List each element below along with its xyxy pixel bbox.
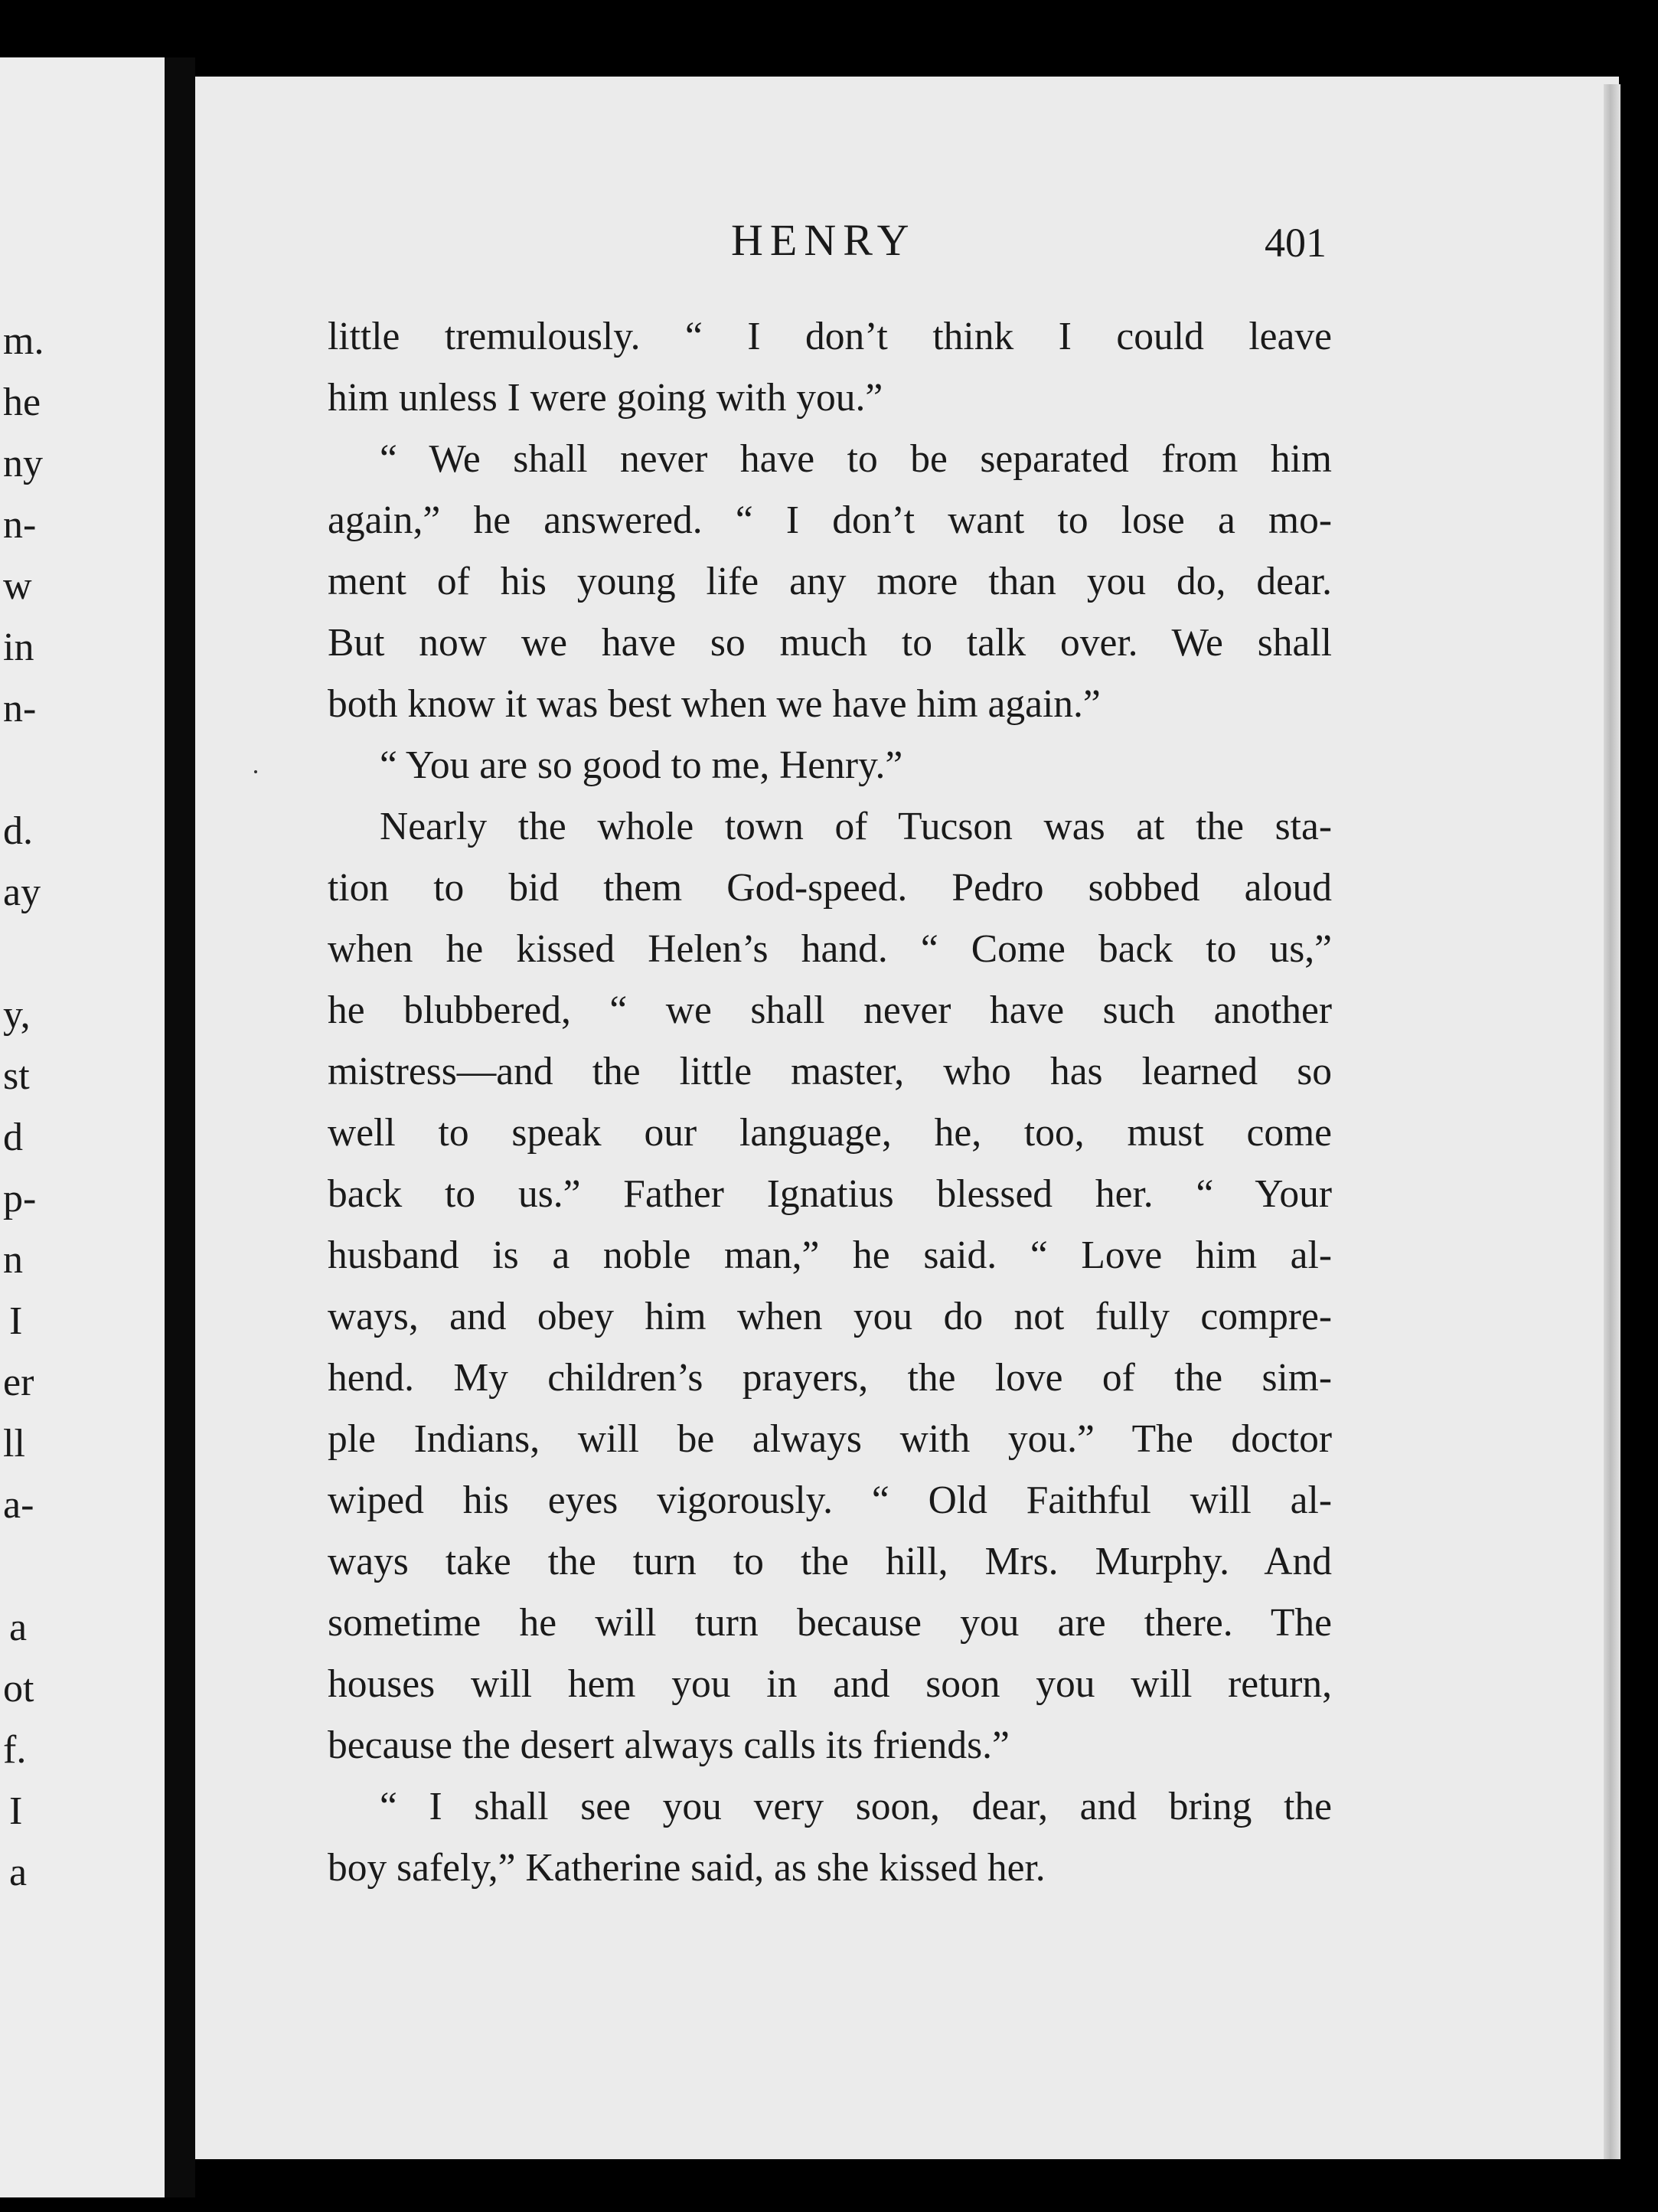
text-line: houses will hem you in and soon you will return,	[328, 1662, 1332, 1706]
text-line: ple Indians, will be always with you.” The doctor	[328, 1417, 1332, 1461]
text-line: Nearly the whole town of Tucson was at the sta-	[380, 805, 1332, 848]
text-line: him unless I were going with you.”	[328, 376, 883, 420]
left-page-fragment: ay	[3, 871, 41, 914]
text-line: mistress—and the little master, who has learned so	[328, 1050, 1332, 1093]
text-line: back to us.” Father Ignatius blessed her. “ Your	[328, 1172, 1332, 1216]
text-line: boy safely,” Katherine said, as she kissed her.	[328, 1846, 1046, 1890]
text-line: both know it was best when we have him again.”	[328, 682, 1101, 726]
running-head: HENRY	[731, 215, 916, 265]
left-page-fragment: n-	[3, 687, 37, 730]
text-line: “ I shall see you very soon, dear, and bring the	[380, 1785, 1332, 1828]
text-line: again,” he answered. “ I don’t want to lose a mo-	[328, 498, 1332, 542]
left-page-fragment: I	[9, 1299, 23, 1343]
left-page-fragment: p-	[3, 1177, 37, 1220]
left-page-fragment: ll	[3, 1422, 25, 1465]
text-line: because the desert always calls its friends.”	[328, 1724, 1010, 1767]
text-line: he blubbered, “ we shall never have such another	[328, 988, 1332, 1032]
text-line: ways, and obey him when you do not fully compre-	[328, 1295, 1332, 1338]
page-edge-shadow	[1604, 84, 1620, 2159]
text-line: But now we have so much to talk over. We shall	[328, 621, 1332, 665]
left-page-fragment: I	[9, 1789, 23, 1833]
left-page-fragment: f.	[3, 1728, 27, 1772]
left-page-fragment: in	[3, 626, 34, 669]
text-line: “ We shall never have to be separated from him	[380, 437, 1332, 481]
text-line: husband is a noble man,” he said. “ Love him al-	[328, 1233, 1332, 1277]
text-line: sometime he will turn because you are there. The	[328, 1601, 1332, 1645]
text-line: wiped his eyes vigorously. “ Old Faithful will al-	[328, 1478, 1332, 1522]
left-page-fragment: er	[3, 1361, 34, 1404]
stray-ink-mark	[254, 770, 257, 773]
left-page-fragment: m.	[3, 319, 44, 363]
text-line: ways take the turn to the hill, Mrs. Murphy. And	[328, 1540, 1332, 1583]
previous-page-edge	[0, 57, 165, 2197]
left-page-fragment: a	[9, 1851, 28, 1894]
left-page-fragment: st	[3, 1054, 30, 1098]
text-line: when he kissed Helen’s hand. “ Come back to us,”	[328, 927, 1332, 971]
text-line: tion to bid them God-speed. Pedro sobbed aloud	[328, 866, 1332, 910]
left-page-fragment: ot	[3, 1667, 34, 1710]
page-number: 401	[1265, 220, 1327, 266]
left-page-fragment: d.	[3, 809, 33, 853]
left-page-fragment: n	[3, 1238, 23, 1282]
left-page-fragment: he	[3, 381, 41, 424]
body-text	[328, 306, 1332, 1899]
left-page-fragment: a	[9, 1606, 28, 1649]
left-page-fragment: w	[3, 564, 32, 608]
left-page-fragment: ny	[3, 442, 43, 485]
left-page-fragment: d	[3, 1116, 23, 1159]
text-line: hend. My children’s prayers, the love of the sim-	[328, 1356, 1332, 1400]
text-line: ment of his young life any more than you do, dear.	[328, 560, 1332, 603]
text-line: little tremulously. “ I don’t think I could leave	[328, 315, 1332, 358]
book-gutter	[165, 57, 195, 2197]
left-page-fragment: y,	[3, 993, 31, 1037]
left-page-fragment: a-	[3, 1483, 34, 1527]
left-page-fragment: n-	[3, 503, 37, 547]
text-line: “ You are so good to me, Henry.”	[380, 743, 903, 787]
text-line: well to speak our language, he, too, must come	[328, 1111, 1332, 1155]
